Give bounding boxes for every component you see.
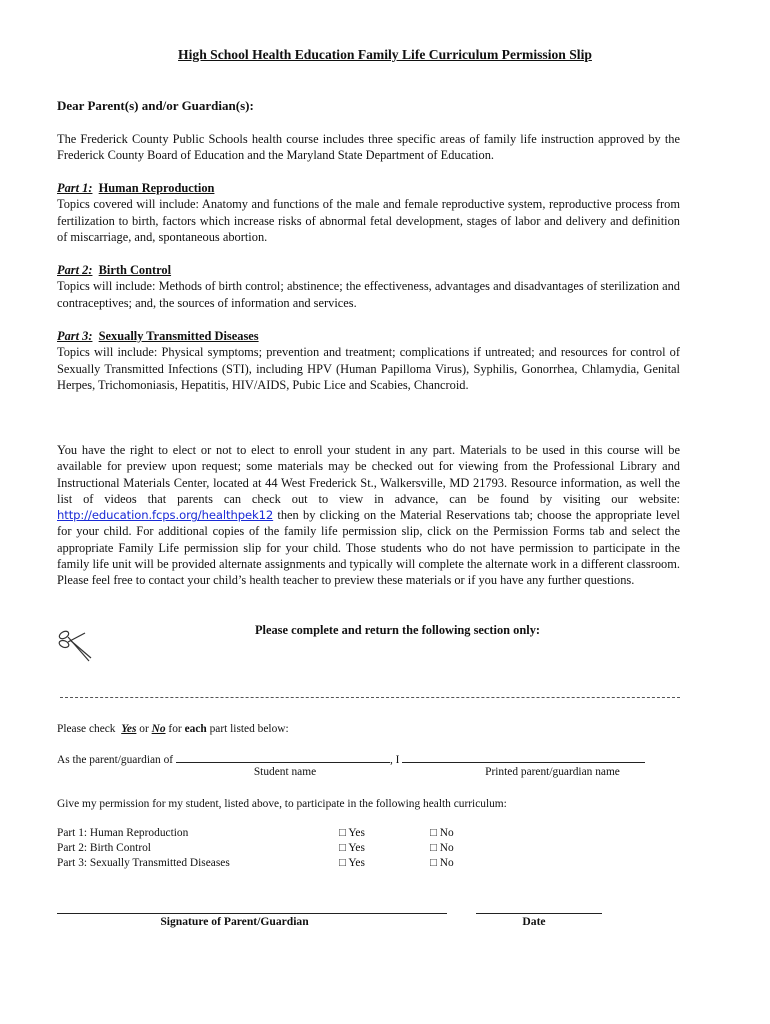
row-label: Part 1: Human Reproduction [57,827,189,839]
instr-or: or [139,723,149,735]
part-3-topics: Topics will include: Physical symptoms; prevention and treatment; complications if untreated; and resources for control of Sexually Transmitted Infections (STI), including HPV (Human Papilloma Virus), Syphilis, Gonorrhea, Chlamydia, Genital Herpes, Trichomoniasis, Hepatitis, HIV/AIDS, Pubic Lice and Scabies, Chancroid. [57,345,680,392]
page-title: High School Health Education Family Life Curriculum Permission Slip [178,47,592,62]
guardian-name-field[interactable] [402,751,645,763]
date-label: Date [522,915,546,928]
rights-text-after-link: then by clicking on the Material Reservations tab; choose the appropriate level for your child. For additional copies of the family life permission slip, click on the Permission Forms tab and select the appropriate Family Life permission slip for your child. Those students who do not have permission to participate in the family life unit will be provided alternate assignments and typically will complete the alternate work in a different classroom. Please feel free to contact your child’s health teacher to preview these materials or if you have any further questions. [57,508,680,588]
part-2-no-checkbox[interactable]: □ No [430,842,454,854]
part-3-number: Part 3: [57,329,93,343]
date-field[interactable] [476,913,602,914]
website-link[interactable]: http://education.fcps.org/healthpek12 [57,508,274,523]
student-name-label: Student name [253,766,317,778]
rights-paragraph [57,442,680,589]
rights-text-before-link: You have the right to elect or not to elect to enroll your student in any part. Materials to be used in this course will be available for preview upon request; some materials may be checked out for viewing from the Professional Library and Instructional Materials Center, located at 44 West Frederick St., Walkersville, MD 21793. Resource information, as well the list of videos that parents can check out to view in advance, can be found by visiting our website: [57,443,680,506]
row-label: Part 2: Birth Control [57,842,151,854]
part-3-section [57,328,680,393]
form-instructions [57,722,289,737]
instr-yes: Yes [121,723,137,735]
part-2-section [57,262,680,311]
signature-label: Signature of Parent/Guardian [160,915,309,928]
part-1-section [57,180,680,245]
part-2-heading [57,262,680,278]
complete-notice: Please complete and return the following section only: [254,623,541,637]
scissors-icon [55,627,93,665]
part-3-heading [57,328,680,344]
signature-field[interactable] [57,913,447,914]
instr-for: for [168,723,182,735]
cut-line [60,697,680,698]
instr-each: each [184,723,207,735]
consent-row-part-3 [57,856,517,871]
part-2-number: Part 2: [57,263,93,277]
printed-name-label: Printed parent/guardian name [485,766,620,778]
part-3-yes-checkbox[interactable]: □ Yes [339,857,365,869]
part-1-number: Part 1: [57,181,93,195]
part-2-name: Birth Control [98,263,172,277]
instr-no: No [151,723,166,735]
instr-pre: Please check [57,723,116,735]
part-1-name: Human Reproduction [98,181,215,195]
row-label: Part 3: Sexually Transmitted Diseases [57,857,230,869]
part-1-topics: Topics covered will include: Anatomy and functions of the male and female reproductive system, reproductive process from fertilization to birth, factors which increase risks of abnormal fetal development, stages of labor and delivery and definition of miscarriage, and, spontaneous abortion. [57,197,680,244]
part-2-yes-checkbox[interactable]: □ Yes [339,842,365,854]
part-2-topics: Topics will include: Methods of birth control; abstinence; the effectiveness, advantages and disadvantages of sterilization and contraceptives; and, the sources of information and services. [57,279,680,310]
part-1-heading [57,180,680,196]
part-3-name: Sexually Transmitted Diseases [98,329,259,343]
part-1-no-checkbox[interactable]: □ No [430,827,454,839]
part-1-yes-checkbox[interactable]: □ Yes [339,827,365,839]
consent-row-part-1 [57,826,517,841]
consent-row-part-2 [57,841,517,856]
intro-paragraph: The Frederick County Public Schools health course includes three specific areas of family life instruction approved by the Frederick County Board of Education and the Maryland State Department of Education. [57,132,680,163]
give-permission-text: Give my permission for my student, listed above, to participate in the following health curriculum: [57,798,507,810]
comma-i-text: , I [389,754,400,766]
part-3-no-checkbox[interactable]: □ No [430,857,454,869]
salutation: Dear Parent(s) and/or Guardian(s): [57,98,254,113]
student-name-field[interactable] [176,751,390,763]
instr-post: part listed below: [209,723,289,735]
as-parent-text: As the parent/guardian of [57,754,174,766]
